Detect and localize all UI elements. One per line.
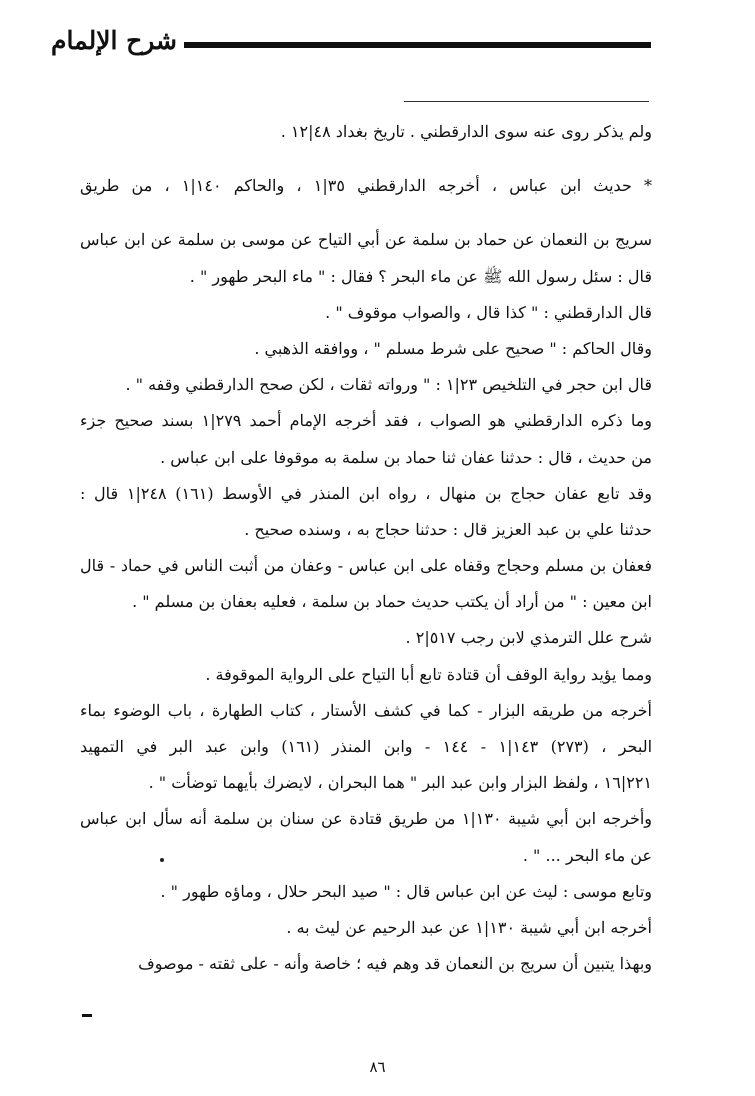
text-line: وبهذا يتبين أن سريج بن النعمان قد وهم فيه ؛ خاصة وأنه - على ثقته - موصوف <box>138 954 652 974</box>
text-line: وتابع موسى : ليث عن ابن عباس قال : " صيد البحر حلال ، وماؤه طهور " . <box>160 881 652 901</box>
continuation-dash-mark <box>82 1014 92 1017</box>
text-line: ولم يذكر روى عنه سوى الدارقطني . تاريخ بغداد ٤٨|١٢ . <box>280 122 652 141</box>
text-line: قال ابن حجر في التلخيص ٢٣|١ : " ورواته ثقات ، لكن صحح الدارقطني وقفه " . <box>125 375 652 395</box>
page-number: ٨٦ <box>369 1058 386 1076</box>
text-line: البحر ، (٢٧٣) ١٤٣|١ - ١٤٤ - وابن المنذر (١٦١) وابن عبد البر في التمهيد <box>80 737 652 756</box>
text-line: أخرجه ابن أبي شيبة ١٣٠|١ عن عبد الرحيم عن ليث به . <box>286 917 652 937</box>
text-line: قال الدارقطني : " كذا قال ، والصواب موقوف " . <box>325 302 652 322</box>
running-header-title: شرح الإلمام <box>51 26 177 55</box>
text-line: ومما يؤيد رواية الوقف أن قتادة تابع أبا التياح على الرواية الموقوفة . <box>205 664 652 684</box>
text-line: وقد تابع عفان حجاج بن منهال ، رواه ابن المنذر في الأوسط (١٦١) ٢٤٨|١ قال : <box>80 483 652 503</box>
text-line: * حديث ابن عباس ، أخرجه الدارقطني ٣٥|١ ، والحاكم ١٤٠|١ ، من طريق <box>80 176 652 196</box>
stray-dot-mark <box>160 858 164 862</box>
text-line: من حديث ، قال : حدثنا عفان ثنا حماد بن سلمة به موقوفا على ابن عباس . <box>160 447 652 467</box>
text-line: سريج بن النعمان عن حماد بن سلمة عن أبي التياح عن موسى بن سلمة عن ابن عباس <box>80 230 652 250</box>
footnote-separator <box>404 101 649 102</box>
text-line: قال : سئل رسول الله ﷺ عن ماء البحر ؟ فقال : " ماء البحر طهور " . <box>189 266 652 286</box>
text-line: حدثنا علي بن عبد العزيز قال : حدثنا حجاج به ، وسنده صحيح . <box>244 519 652 539</box>
text-line: شرح علل الترمذي لابن رجب ٥١٧|٢ . <box>405 628 652 648</box>
footnote-body <box>80 114 652 982</box>
text-line: فعفان بن مسلم وحجاج وقفاه على ابن عباس - وعفان من أثبت الناس في حماد - قال <box>80 556 652 576</box>
text-line: أخرجه من طريقه البزار - كما في كشف الأستار ، كتاب الطهارة ، باب الوضوء بماء <box>80 700 652 720</box>
text-line: ابن معين : " من أراد أن يكتب حديث حماد بن سلمة ، فعليه بعفان بن مسلم " . <box>132 592 652 612</box>
text-line: وقال الحاكم : " صحيح على شرط مسلم " ، ووافقه الذهبي . <box>254 338 652 358</box>
text-line: ٢٢١|١٦ ، ولفظ البزار وابن عبد البر " هما البحران ، لايضرك بأيهما توضأت " . <box>148 773 652 793</box>
text-line: وما ذكره الدارقطني هو الصواب ، فقد أخرجه الإمام أحمد ٢٧٩|١ بسند صحيح جزء <box>80 411 652 431</box>
text-line: عن ماء البحر ... " . <box>522 845 652 865</box>
header-rule <box>184 42 651 48</box>
text-line: وأخرجه ابن أبي شيبة ١٣٠|١ من طريق قتادة عن سنان بن سلمة أنه سأل ابن عباس <box>80 809 652 829</box>
